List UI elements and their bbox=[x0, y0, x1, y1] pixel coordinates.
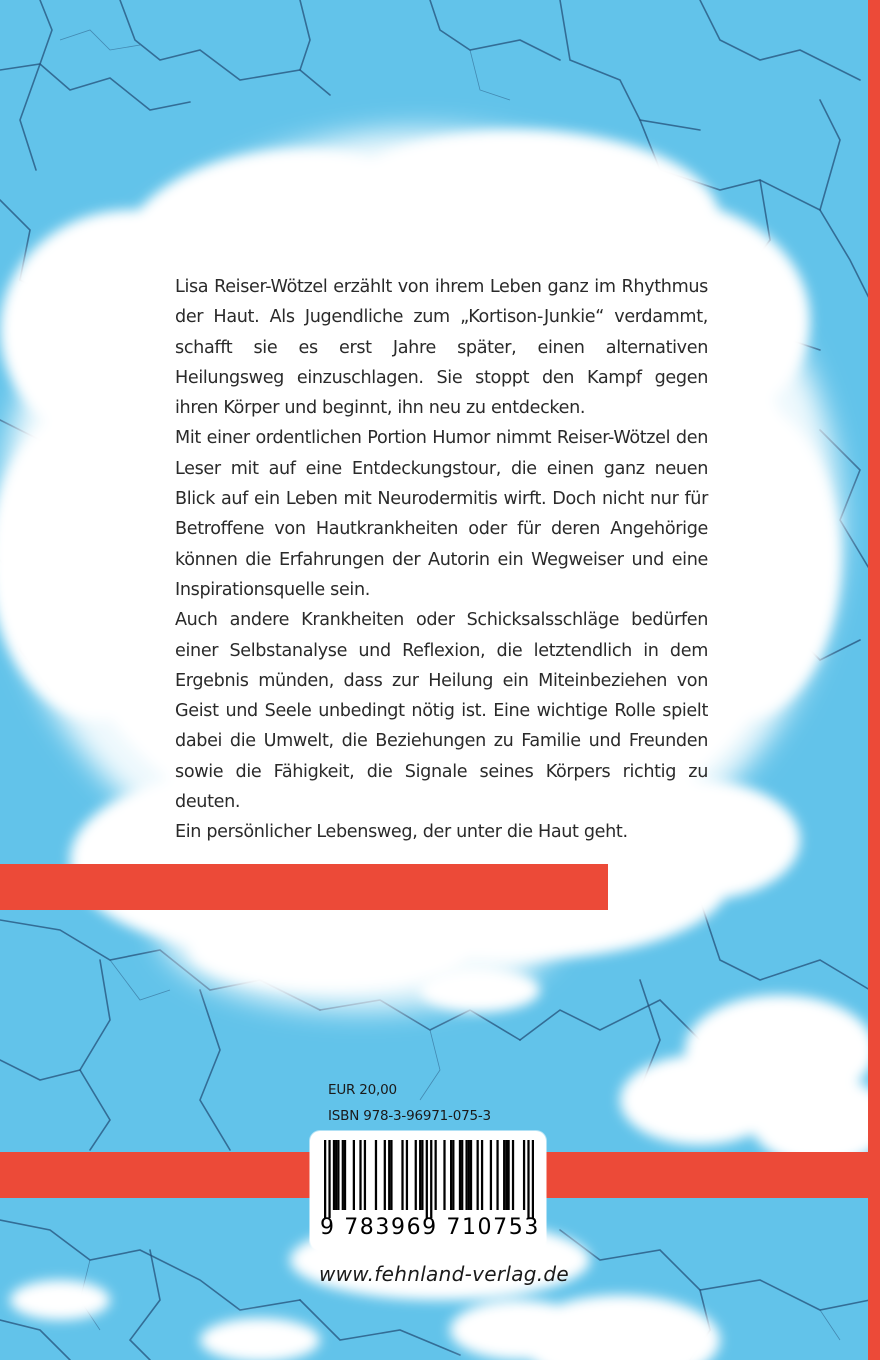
barcode-bar bbox=[337, 1140, 339, 1210]
barcode-bar bbox=[419, 1140, 421, 1210]
barcode-bar bbox=[450, 1140, 452, 1210]
barcode-bar bbox=[388, 1140, 390, 1210]
barcode-bar bbox=[364, 1140, 366, 1210]
barcode-bar bbox=[505, 1140, 507, 1210]
price: EUR 20,00 bbox=[328, 1082, 397, 1098]
barcode-bar bbox=[406, 1140, 408, 1210]
barcode-bar bbox=[375, 1140, 377, 1210]
barcode-digits: 9 783969 710753 bbox=[320, 1215, 540, 1240]
blurb-paragraph: Ein persönlicher Lebensweg, der unter die Haut geht. bbox=[175, 822, 628, 843]
price-isbn-block bbox=[328, 1077, 491, 1129]
barcode-bar bbox=[461, 1140, 463, 1210]
barcode-bar bbox=[353, 1140, 355, 1210]
barcode-panel bbox=[310, 1131, 546, 1250]
barcode-bar bbox=[435, 1140, 437, 1210]
barcode-bar bbox=[401, 1140, 403, 1210]
barcode-bar bbox=[342, 1140, 344, 1210]
barcode-bar bbox=[512, 1140, 514, 1210]
barcode-bar bbox=[344, 1140, 346, 1210]
red-band-upper bbox=[0, 864, 608, 910]
barcode-bar bbox=[481, 1140, 483, 1210]
barcode-bar bbox=[496, 1140, 498, 1210]
barcode-bar bbox=[384, 1140, 386, 1210]
barcode-bar bbox=[523, 1140, 525, 1210]
barcode-bar bbox=[443, 1140, 445, 1210]
barcode-bar bbox=[426, 1140, 428, 1218]
barcode-bar bbox=[507, 1140, 509, 1210]
barcode-bar bbox=[477, 1140, 479, 1210]
barcode-bar bbox=[532, 1140, 534, 1218]
barcode-bar bbox=[490, 1140, 492, 1210]
barcode-bar bbox=[459, 1140, 461, 1210]
barcode-bar bbox=[503, 1140, 505, 1210]
isbn: ISBN 978-3-96971-075-3 bbox=[328, 1108, 491, 1124]
barcode-bar bbox=[390, 1140, 392, 1210]
barcode-bar bbox=[415, 1140, 417, 1210]
barcode-bar bbox=[324, 1140, 326, 1218]
barcode-bar bbox=[333, 1140, 335, 1210]
blurb-paragraph: Auch andere Krankheiten oder Schicksalsschläge bedürfen einer Selbstanalyse und Reflexion, die letztendlich in dem Ergebnis münden, dass zur Heilung ein Miteinbeziehen von Geist und Seele unbedingt nötig ist. Eine wichtige Rolle spielt dabei die Umwelt, die Beziehungen zu Familie und Freunden sowie die Fähigkeit, die Signale seines Körpers richtig zu deuten. bbox=[175, 610, 708, 813]
barcode-bar bbox=[468, 1140, 470, 1210]
publisher-website[interactable]: www.fehnland-verlag.de bbox=[318, 1262, 570, 1286]
barcode-bar bbox=[465, 1140, 467, 1210]
barcode-bar bbox=[470, 1140, 472, 1210]
barcode-bar bbox=[430, 1140, 432, 1218]
barcode-bars bbox=[324, 1140, 534, 1218]
blurb-paragraph: Lisa Reiser-Wötzel erzählt von ihrem Leben ganz im Rhythmus der Haut. Als Jugendliche zum „Kortison-Junkie“ verdammt, schafft sie es erst Jahre später, einen alternativen Heilungsweg einzuschlagen. Sie stoppt den Kampf gegen ihren Körper und beginnt, ihn neu zu entdecken. bbox=[175, 277, 708, 419]
barcode-bar bbox=[328, 1140, 330, 1218]
barcode-bar bbox=[335, 1140, 337, 1210]
blurb-text bbox=[175, 272, 708, 848]
barcode-bar bbox=[359, 1140, 361, 1210]
blurb-paragraph: Mit einer ordentlichen Portion Humor nimmt Reiser-Wötzel den Leser mit auf eine Entdeckungstour, die einen ganz neuen Blick auf ein Leben mit Neurodermitis wirft. Doch nicht nur für Betroffene von Hautkrankheiten oder für deren Angehörige können die Erfahrungen der Autorin ein Wegweiser und eine Inspirationsquelle sein. bbox=[175, 428, 708, 600]
barcode-bar bbox=[452, 1140, 454, 1210]
barcode-bar bbox=[527, 1140, 529, 1218]
barcode-bar bbox=[421, 1140, 423, 1210]
